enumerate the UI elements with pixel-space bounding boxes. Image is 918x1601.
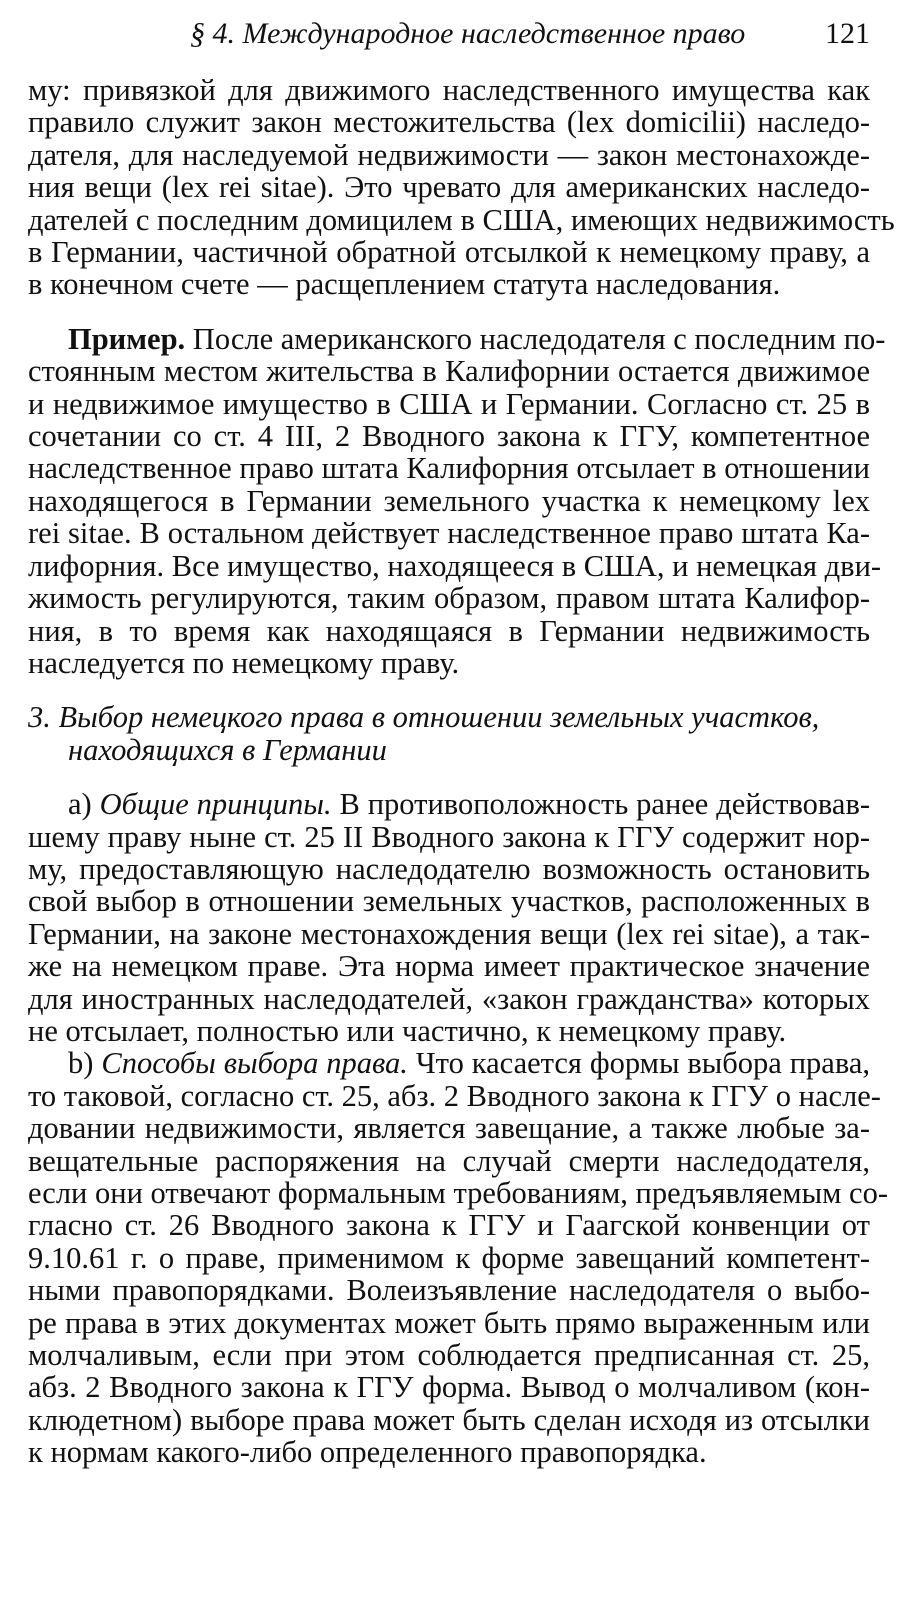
text-line: и недвижимое имущество в США и Германии. Согласно ст. 25 в	[28, 386, 870, 421]
text-line: b) Способы выбора права. Что касается формы выбора права,	[68, 1046, 871, 1081]
text-line: гласно ст. 26 Вводного закона к ГГУ и Гаагской конвенции от	[28, 1208, 870, 1243]
text-line: шему праву ныне ст. 25 II Вводного закона к ГГУ содержит нор-	[28, 819, 870, 854]
document-page	[28, 14, 895, 1470]
text-line: вещательные распоряжения на случай смерти наследодателя,	[28, 1143, 870, 1178]
page-number: 121	[825, 17, 870, 50]
text-line: лифорния. Все имущество, находящееся в США, и немецкая дви-	[28, 548, 882, 583]
list-marker: а)	[68, 787, 92, 822]
section-heading	[28, 701, 870, 766]
text-line: Германии, на законе местонахождения вещи (lex rei sitae), а так-	[28, 916, 870, 951]
subsection-title: Общие принципы.	[99, 787, 332, 822]
text-line: то таковой, согласно ст. 25, абз. 2 Вводного закона к ГГУ о насле-	[28, 1078, 881, 1113]
text-line: не отсылает, полностью или частично, к немецкому праву.	[28, 1013, 787, 1048]
example-label: Пример.	[68, 321, 186, 356]
text-line: му: привязкой для движимого наследственного имущества как	[28, 73, 870, 107]
text-line: жимость регулируются, таким образом, правом штата Калифор-	[28, 581, 870, 616]
text-line: к нормам какого-либо определенного правопорядка.	[28, 1435, 707, 1470]
text-line: же на немецком праве. Эта норма имеет практическое значение	[28, 949, 870, 984]
text-line: наследуется по немецкому праву.	[28, 645, 460, 680]
text-line: му, предоставляющую наследодателю возможность остановить	[28, 851, 870, 886]
text-line: дателей с последним домицилем в США, имеющих недвижимость	[28, 202, 895, 237]
text-line: дателя, для наследуемой недвижимости — закон местонахожде-	[28, 137, 870, 172]
subsection-a-paragraph	[28, 788, 870, 1047]
text-line: Пример. После американского наследодателя с последним по-	[68, 321, 886, 356]
text-line: в Германии, частичной обратной отсылкой к немецкому праву, а	[28, 235, 870, 270]
text-line: для иностранных наследодателей, «закон гражданства» которых	[28, 981, 870, 1016]
heading-line: 3. Выбор немецкого права в отношении земельных участков,	[28, 700, 820, 735]
text-line: стоянным местом жительства в Калифорнии остается движимое	[28, 354, 870, 389]
text-line: ре права в этих документах может быть прямо выраженным или	[28, 1305, 870, 1340]
text-line: абз. 2 Вводного закона к ГГУ форма. Вывод о молчаливом (кон-	[28, 1370, 870, 1405]
example-paragraph	[28, 321, 886, 680]
text-line: правило служит закон местожительства (lex domicilii) наследо-	[28, 105, 870, 140]
text-line: сочетании со ст. 4 III, 2 Вводного закона к ГГУ, компетентное	[28, 419, 870, 454]
text-line: ными правопорядками. Волеизъявление наследодателя о выбо-	[28, 1273, 870, 1308]
text-line: ния вещи (lex rei sitae). Это чревато для американских наследо-	[28, 170, 870, 205]
text-line: наследственное право штата Калифорния отсылает в отношении	[28, 451, 870, 486]
subsection-b-paragraph	[28, 1046, 888, 1470]
subsection-title: Способы выбора права.	[101, 1046, 408, 1081]
text-line: в конечном счете — расщеплением статута наследования.	[28, 267, 781, 302]
text-line: rei sitae. В остальном действует наследственное право штата Ка-	[28, 516, 870, 551]
running-head	[28, 14, 870, 58]
text-line: свой выбор в отношении земельных участков, расположенных в	[28, 884, 870, 919]
text-line: если они отвечают формальным требованиям, предъявляемым со-	[28, 1176, 888, 1210]
text-line: 9.10.61 г. о праве, применимом к форме завещаний компетент-	[28, 1240, 870, 1275]
paragraph-continuation	[28, 73, 895, 302]
heading-line: находящихся в Германии	[68, 732, 387, 767]
text-line: довании недвижимости, является завещание, а также любые за-	[28, 1111, 870, 1146]
text-line: ния, в то время как находящаяся в Германии недвижимость	[28, 613, 870, 648]
list-marker: b)	[68, 1046, 94, 1081]
text-line: молчаливым, если при этом соблюдается предписанная ст. 25,	[28, 1338, 870, 1373]
text-line: а) Общие принципы. В противоположность ранее действовав-	[68, 787, 871, 822]
running-head-title: § 4. Международное наследственное право	[190, 17, 746, 50]
text-line: находящегося в Германии земельного участка к немецкому lex	[28, 483, 870, 518]
text-line: клюдетном) выборе права может быть сделан исходя из отсылки	[28, 1402, 870, 1437]
